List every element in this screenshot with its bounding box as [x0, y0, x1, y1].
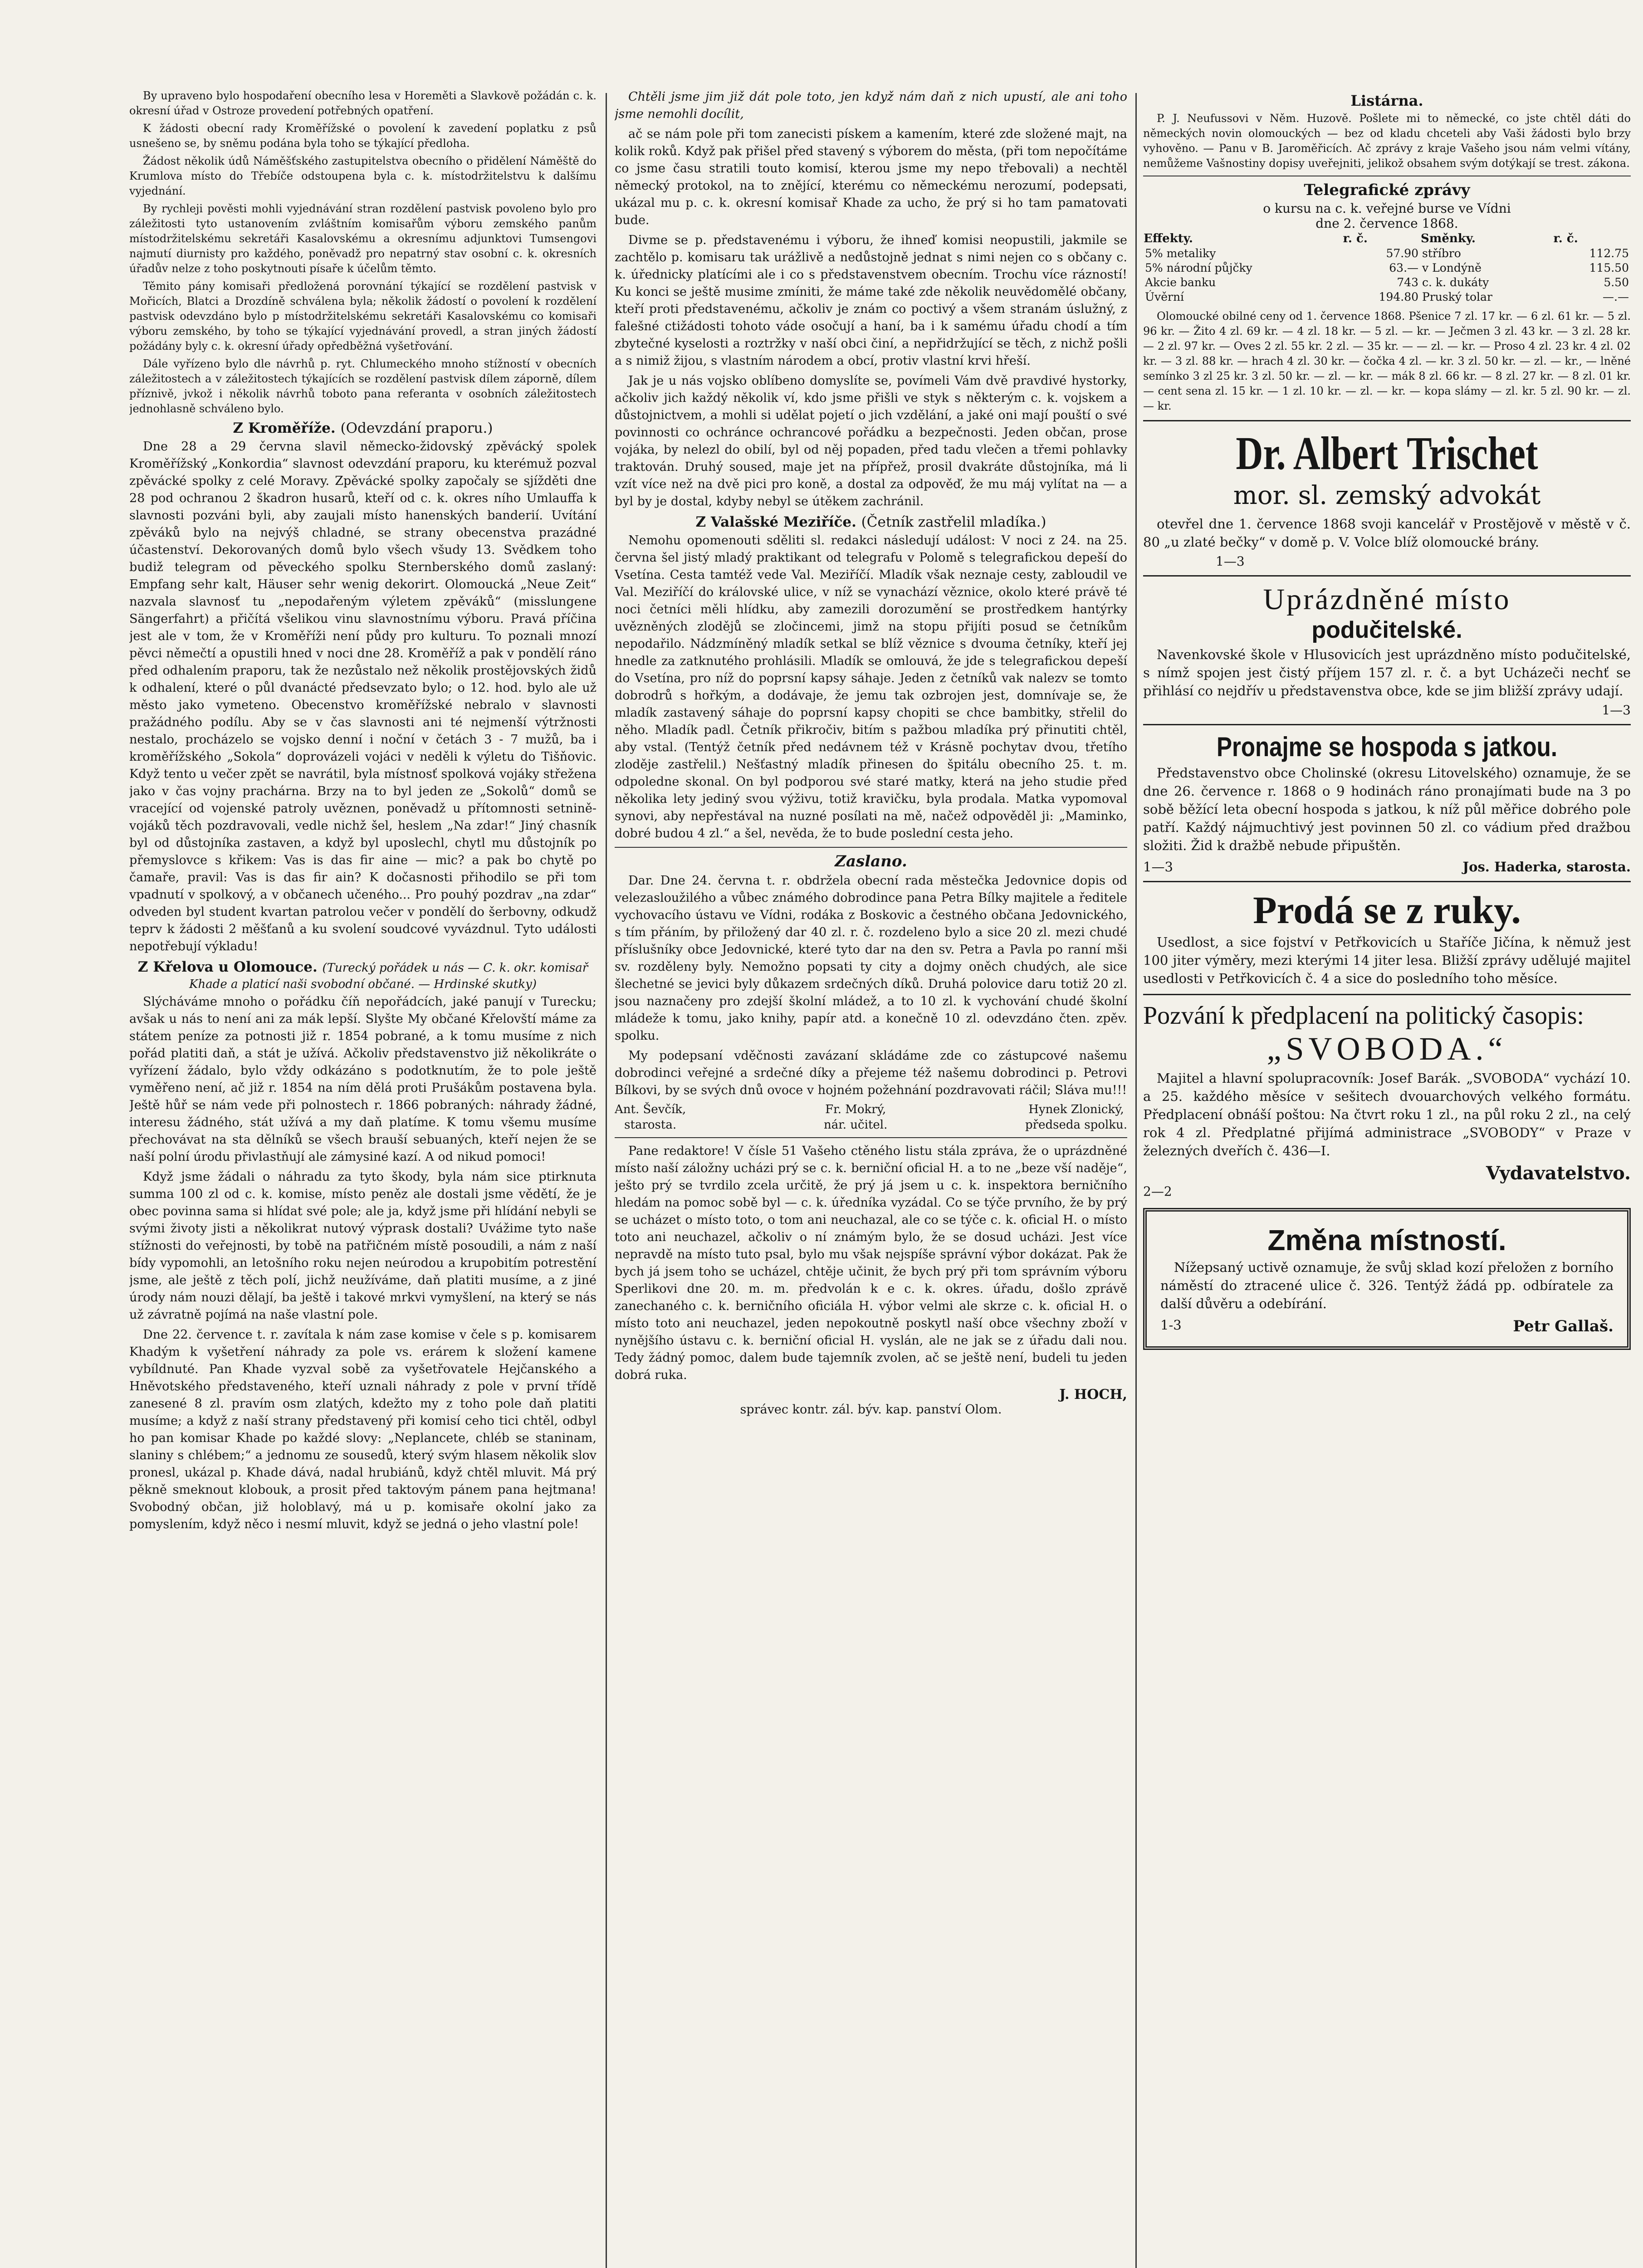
ad-number: 1—3 — [1602, 703, 1631, 718]
section-subheading: (Turecký pořádek u nás — C. k. okr. komisař Khade a platicí naši svobodní občané. — Hrdinské skutky) — [189, 961, 588, 991]
table-cell: Úvěrní — [1145, 290, 1184, 303]
table-row — [1143, 246, 1631, 261]
table-cell: 743 — [1397, 276, 1419, 289]
table-header: r. č. — [1553, 232, 1578, 245]
signature-row — [615, 1102, 1127, 1133]
ad-title: Pozvání k předplacení na politický časopis: — [1143, 1002, 1584, 1030]
ad-footer — [1160, 1317, 1614, 1335]
paragraph: Nemohu opomenouti sděliti sl. redakci následují událost: V noci z 24. na 25. června šel jistý mladý praktikant od telegrafu v Polomě s telegrafickou depeší do Vsetína. Cesta tamtéž vede Val. Meziříčí. Mladík však neznaje cesty, zabloudil ve Val. Meziříčí do královské ulice, v níž se vynachází věznice, okolo které právě té noci četníci měli hlídku, aby zamezili dorozumění se prostředkem hantýrky uvězněných zlodějů se zločincemi, jimž na stopu přijíti posud se četníkům nepodařilo. Nádzmíněný mladík setkal se blíž věznice s dvouma četníky, kteří jej hnedle za zatknutého prohlásili. Mladík se omlouvá, že jde s telegrafickou depeší do Vsetína, pro níž do poprsní kapsy sáhaje. Jeden z četníků vak nalezv se tomto dobrodrů s hořkým, a dodávaje, že jemu tak ozbrojen jest, domnívaje se, že mladík zastavený sáhaje do poprsní kapsy chopiti se chce bambitky, střelil do něho. Mladík padl. Četník přikročiv, bitím s pažbou mladíka prý přinutiti chtěl, aby vstal. (Tentýž četník před nedávnem též v Krásně pochytav dvou, třetího zloděje zastřelil.) Nešťastný mladík přinesen do špitálu obecního 25. t. m. odpoledne skonal. On byl podporou své staré matky, která na jeho studie před několika lety jediný svou výživu, totiž kravičku, byla prodala. Matka vypomoval synovi, aby nepřestával na nuzné posílati na mě, načež odpověděl ji: „Maminko, dobré budou 4 zl.“ a šel, nevěda, že to bude poslední cesta jeho. — [615, 533, 1127, 841]
table-row — [1143, 275, 1631, 290]
listarna-text: P. J. Neufussovi v Něm. Huzově. Pošlete mi to německé, co jste chtěl dáti do německých novin olomouckých — bez od kladu chceteli aby Vaši žádosti bylo brzy vyhověno. — Panu v B. Jaroměřicích. Ač zprávy z kraje Vašeho jsou nám velmi vítány, nemůžeme Vašnostiny dopisy uveřejniti, jelikož obsahem svým dotýkají se trest. zákona. — [1143, 112, 1631, 170]
signature — [615, 1102, 686, 1133]
paragraph: Dne 22. července t. r. zavítala k nám zase komise v čele s p. komisarem Khadým k vyšetření náhrady za pole vs. erárem k složení kamene vybíldnuté. Pan Khade vyzval sobě za vyšetřovatele Hejčanského a Hněvotského představeného, kteří uznali náhrady z pole v první třídě zanesené 8 zl. pravím osm zlatých, kdežto my z toho pole daň platiti musíme; a když z naší strany představený při komisí ceho tici chtěl, odbyl ho pan komisar Khade po každé slovy: „Neplancete, chléb se staninam, slaniny s chlébem;“ a jednomu ze sousedů, který svým hlasem několik slov pronesl, ukázal p. Khade dává, nadal hrubiánů, když chtěl mluvit. Má prý pěkně smeknout klobouk, a prosit před taktovým pánem pana hejtmana! Svobodný občan, již holoblavý, má u p. komisaře okolní jako za pomyslením, když něco i nesmí mluvit, když se jedná o jeho vlastní pole! — [129, 1328, 597, 1531]
ad-text: Majitel a hlavní spolupracovník: Josef Barák. „SVOBODA“ vychází 10. a 25. každého měsíce v sešitech dvouarchových velkého formátu. Předplacení obnáší poštou: Na čtvrt roku 1 zl., na půl roku 2 zl., na celý rok 4 zl. Předplatné přijímá administrace „SVOBODY“ v Praze v železných dveřích č. 436—I. — [1143, 1070, 1631, 1158]
column-right — [1143, 88, 1631, 1350]
council-report — [129, 88, 597, 416]
ad-title: Změna místností. — [1267, 1223, 1506, 1256]
table-cell: 63.— — [1389, 261, 1419, 274]
ad-number: 1—3 — [1216, 554, 1245, 569]
ad-text: otevřel dne 1. července 1868 svoji kancelář v Prostějově v městě v č. 80 „u zlaté bečky“ v domě p. V. Volce blíž olomoucké brány. — [1143, 516, 1631, 550]
section-heading-zaslano: Zaslano. — [835, 852, 907, 870]
ad-title: Dr. Albert Trischet — [1236, 427, 1538, 479]
ad-number: 1—3 — [1143, 859, 1173, 875]
hoch-signature: J. HOCH, — [1059, 1387, 1127, 1403]
signature-name: Hynek Zlonický, — [1028, 1103, 1124, 1116]
section-heading-valasske: Z Valašské Meziříče. — [695, 514, 856, 530]
table-cell: 5% národní půjčky — [1145, 261, 1252, 274]
table-cell: stříbro — [1422, 247, 1461, 260]
ad-text: Navenkovské škole v Hlusovicích jest uprázdněno místo podučitelské, s nímž spojen jest čistý příjem 157 zl. r. č. a byt Ucházeči nechť se přihlásí co nejdřív u představenstva obce, kde se jim bližší zprávy udají. — [1143, 647, 1631, 699]
ad-title: Pronajme se hospoda s jatkou. — [1216, 732, 1558, 763]
table-cell: v Londýně — [1422, 261, 1482, 274]
telegraf-heading: Telegrafické zprávy — [1304, 181, 1470, 199]
ad-text: Usedlost, a sice fojství v Petřkovicích u Staříče Jičína, k němuž jest 100 jiter výměry, mezi kterými 14 jiter lesa. Bližší zprávy udělujé majitel usedlosti v Petřkovicích č. 4 a sice do posledního toho měsíce. — [1143, 934, 1631, 987]
signature-role: předseda spolku. — [1025, 1118, 1127, 1132]
ad-signature: Vydavatelstvo. — [1486, 1162, 1631, 1184]
ad-title: Prodá se z ruky. — [1253, 888, 1521, 932]
signature — [1025, 1102, 1127, 1133]
signature — [824, 1102, 887, 1133]
ad-number: 1-3 — [1160, 1317, 1182, 1333]
divider — [615, 847, 1127, 848]
column-middle — [615, 88, 1127, 1417]
ad-number: 2—2 — [1143, 1183, 1172, 1199]
paragraph: Slýcháváme mnoho o pořádku číň nepořádcích, jaké panují v Turecku; avšak u nás to není ani za mák lepší. Slyšte My občané Křelovští máme za státem peníze za potnosti již r. 1854 pobrané, a k tomu musíme z nich pořád platiti daň, a stát je užívá. Ačkoliv představenstvo již několikráte o vyřízení žádalo, bylo vždy odkázáno s podotknutím, že to pole ještě vyměřeno není, ač již r. 1854 na ním dělá proti Prušákům postavena byla. Ještě hůř se nám vede při polnostech r. 1866 pobraných: náhrady žádné, interesu žádného, stát užívá a my daň platíme. K tomu všemu musíme přechovávat na sta dělníků se všech brauší sebuaných, kteří nejen že se naší polní úrodu přivlastňují ale zámysiné kazí. A od nikud pomoci! — [129, 995, 597, 1164]
signature-name: Fr. Mokrý, — [825, 1103, 886, 1116]
grain-prices: Olomoucké obilné ceny od 1. července 1868. Pšenice 7 zl. 17 kr. — 6 zl. 61 kr. — 5 zl. 96 kr. — Žito 4 zl. 69 kr. — 4 zl. 18 kr. — 5 zl. — kr. — Ječmen 3 zl. 43 kr. — 3 zl. 28 kr. — 2 zl. 97 kr. — Oves 2 zl. 55 kr. 2 zl. — 35 kr. — — zl. — kr. — Proso 4 zl. 23 kr. 4 zl. 02 kr. — 3 zl. 88 kr. — hrach 4 zl. 30 kr. — čočka 4 zl. — kr. 3 zl. 50 kr. — zl. — kr., — lněné semínko 3 zl 25 kr. 3 zl. 50 kr. — zl. — kr. — mák 8 zl. 66 kr. — 8 zl. 27 kr. — 8 zl. 01 kr. — cent sena zl. 15 kr. — 1 zl. 10 kr. — zl. — kr. — kopa slámy — zl. kr. 5 zl. 90 kr. — zl. — kr. — [1143, 310, 1631, 412]
table-cell: 57.90 — [1386, 247, 1419, 260]
table-cell: 112.75 — [1589, 247, 1629, 260]
listarna-heading: Listárna. — [1350, 92, 1423, 109]
ad-text: Nížepsaný uctivě oznamuje, že svůj sklad kozí přeložen z borního náměstí do ztracené ulice č. 326. Tentýž žádá pp. odbíratele za další důvěru a odebírání. — [1160, 1259, 1614, 1311]
newspaper-page — [107, 88, 1631, 2268]
paragraph: ač se nám pole při tom zanecisti pískem a kamením, které zde složené majt, na kolik roků. Když pak přišel před stavený s výborem do města, (při tom nepočítáme co jsme času stratili touto komisí, kterou jsme my nepo třebovali) a nechtěl německý protokol, na to znějící, kterému co německému nerozumí, podepsati, ukázal mu p. c. k. okresní komisař Khade za ucho, že prý si ho tam pamatovati bude. — [615, 127, 1127, 227]
exchange-table — [1143, 231, 1631, 304]
column-rule — [606, 93, 607, 2268]
section-heading — [129, 420, 597, 436]
table-cell: 115.50 — [1589, 261, 1629, 274]
table-row — [1143, 290, 1631, 304]
table-cell: c. k. dukáty — [1422, 276, 1489, 289]
table-row — [1143, 261, 1631, 275]
ad-subtitle: podučitelské. — [1311, 617, 1462, 644]
signature-role: nár. učitel. — [823, 1118, 888, 1132]
ad-pronajme — [1143, 724, 1631, 875]
ad-footer — [1143, 859, 1631, 875]
section-subheading: (Odevzdání praporu.) — [340, 420, 493, 436]
paragraph: K žádosti obecní rady Kroměřížské o povolení k zavedení poplatku z psů usnešeno se, by sněmu podána byla toho se týkající předloha. — [129, 122, 597, 150]
paragraph: By upraveno bylo hospodaření obecního lesa v Horeměti a Slavkově požádán c. k. okresní úřad v Ostroze provedení potřebných opatření. — [129, 89, 597, 117]
section-heading — [615, 514, 1127, 530]
table-cell: —.— — [1603, 290, 1629, 303]
paragraph: Dále vyřízeno bylo dle návrhů p. ryt. Chlumeckého mnoho stížností v obecních záležitostech a v záležitostech týkajících se rozdělení pastvisk dílem záporně, dílem příznivě, jvkož i několik návrhů toboto pana referanta v osobních záležitostech jednohlasně schváleno bylo. — [129, 357, 597, 415]
ad-title: Uprázdněné místo — [1263, 583, 1511, 616]
paragraph: My podepsaní vděčnosti zavázaní skládáme zde co zástupcové našemu dobrodinci veřejné a srdečné díky a přejeme též našemu dobrodinci p. Petrovi Bílkovi, by se svých dnů ovoce v hojném požehnání pozdravovati ráčil; Sláva mu!!! — [615, 1049, 1127, 1097]
table-cell: 5.50 — [1604, 276, 1629, 289]
telegraf-date: dne 2. července 1868. — [1315, 216, 1458, 231]
table-cell: Akcie banku — [1145, 276, 1216, 289]
column-rule — [1135, 93, 1137, 2268]
section-heading-kromeriz: Z Kroměříže. — [233, 420, 336, 436]
section-heading-kelov: Z Křelova u Olomouce. — [137, 959, 318, 975]
ad-zmena-box — [1143, 1208, 1631, 1350]
ad-svoboda — [1143, 994, 1631, 1198]
ad-proda — [1143, 881, 1631, 987]
ad-signature: Petr Gallaš. — [1513, 1317, 1614, 1335]
telegraf-sub: o kursu na c. k. veřejné burse ve Vídni — [1263, 201, 1511, 216]
signature-name: Ant. Ševčík, — [615, 1103, 686, 1116]
ad-subtitle: mor. sl. zemský advokát — [1233, 481, 1541, 511]
paragraph: Těmito pány komisaři předložená porovnání týkající se rozdělení pastvisk v Mořicích, Blatci a Drozdíně schválena byla; několik žádostí o povolení k rozdělení pastvisk odevzdáno bylo p místodržitelskému sekretáři Kasalovskému co komisaři výboru zemského, by toho se týkající vyjednávání provedl, a stran jiných žádostí požádány byly c. k. okresní úřady opředběžná vyšetřování. — [129, 280, 597, 352]
table-cell: 5% metaliky — [1145, 247, 1216, 260]
table-header: Effekty. — [1144, 232, 1193, 245]
svoboda-title: „SVOBODA.“ — [1266, 1031, 1507, 1067]
table-cell: Pruský tolar — [1422, 290, 1492, 303]
paragraph: Divme se p. představenému i výboru, že ihneď komisi neopustili, jakmile se zachtělo p. komisaru tak urážlivě a nedůstojně jednat s nimi nejen co s občany c. k. úřednicky platícími ale i co s představenstvem obecním. Trochu více rázností! Ku konci se ještě musime zmíniti, že máme také zde několik neuvědomělé občany, kteří proti představenému, ačkoliv je znám co poctivý a všem stranám úslužný, z falešné ctižádosti tohoto váde osočují a haní, ba i k samému úřadu chodí a tím zbytečné kyselosti a roztržky v naší obci činí, a nepřidržující se těch, z nichž pošli a s nimiž žijou, s vlastním národem a obcí, protiv vlastní krvi hřeší. — [615, 233, 1127, 368]
paragraph: Když jsme žádali o náhradu za tyto škody, byla nám sice ptirknuta summa 100 zl od c. k. komise, místo peněz ale dostali jsme vědětí, že je obec povinna sama si hlídat své pole; ale ja, když jsme při hlídání nebyli se svými životy jisti a několikrat nutový výprask dostali? Uvážime tyto naše stížnosti do veřejnosti, by tobě na patřičném místě posoudili, a nám z naší bídy vypomohli, an letošního roku nejen neúrodou a krupobitím potrestění jsme, ale ještě z těch polí, jichž neužíváme, daň platiti musíme, a z jiné úrody nám nouzi dělají, ba ještě i takové mrkvi vymyšlení, na který se nás už závratně pojímá na naše vlastní pole. — [129, 1170, 597, 1322]
section-heading — [129, 959, 597, 992]
paragraph: Žádost několik údů Náměšťského zastupitelstva obecního o přidělení Náměště do Krumlova místo do Třebíče odstoupena byla c. k. místodržitelstvu k dalšímu vyjednání. — [129, 155, 597, 197]
table-header: r. č. — [1343, 232, 1368, 245]
table-header: Směnky. — [1421, 232, 1476, 245]
section-subheading: (Četník zastřelil mladíka.) — [861, 514, 1046, 530]
hoch-role: správec kontr. zál. býv. kap. panství Olom. — [740, 1403, 1002, 1417]
intro-italic: Chtěli jsme jim již dát pole toto, jen když nám daň z nich upustí, ale ani toho jsme nemohli docílit, — [615, 90, 1127, 121]
paragraph: By rychleji pověsti mohli vyjednávání stran rozdělení pastvisk povoleno bylo pro záležitosti tyto ustanovením zvláštním komisařům výboru zemského panům místodržitelskému sekretáři Kasalovskému a okresnímu adjunktovi Tumsengovi najmutí diurnisty pro každého, poněvadž pro nepatrný stav osobní c. k. okresních úřadův nelze z toho poskytnouti písaře k účelům těmto. — [129, 202, 597, 275]
ad-text: Představenstvo obce Cholinské (okresu Litovelského) oznamuje, že se dne 26. července r. 1868 o 9 hodinách ráno pronajímati bude na 3 po sobě běžící leta obecní hospoda s jatkou, k níž půl měřice dobrého pole patří. Každý nájmuchtivý jest povinnen 50 zl. co vádium před dražbou složiti. Žid k dražbě nebude připuštěn. — [1143, 765, 1631, 854]
paragraph: Dar. Dne 24. června t. r. obdržela obecní rada městečka Jedovnice dopis od velezasloužilého a vůbec známého dobrodince pana Petra Bílky majitele a ředitele vychovacího ústavu ve Vídni, rodáka z Boskovic a čestného občana Jedovnického, s tím přáním, by přiložený dar 40 zl. r. č. rozdeleno bylo a sice 20 zl. mezi chudé příslušníky obce Jedovnické, které tyto dar na den sv. Petra a Pavla po ranní mši sv. rozděleny byly. Nemožno popsati ty city a dojmy oněch chudých, ale sice šlechetné se jevici byly důkazem srdečných díků. Druhá polovice daru totiž 20 zl. jsou naznačeny pro zdejší školní mládež, a to 10 zl. k vychování chudé školní mládeže k tomu, jako knihy, papír atd. a konečně 10 zl. odevzdáno čten. zpěv. spolku. — [615, 874, 1127, 1043]
paragraph: Jak je u nás vojsko oblíbeno domyslíte se, povímeli Vám dvě pravdivé hystorky, ačkoliv jich každý několik ví, kdo jsme přišli ve styk s některým c. k. vojskem a důstojnictvem, a mohli si udělat pojetí o jich vzdělání, a jaké oni mají pouští o své povinnosti co ochránce ochrancové pořádku a bezpečnosti. Jeden občan, prose vojáka, by nelezl do obilí, byl od něj popaden, před tadu vlečen a třemi pohlavky traktován. Druhý soused, maje jet na přípřež, prosil dvakráte důstojníka, má li vzít více než na dvě pici pro koně, a dostal za odpověď, že mu máj vylítat na — a byl by je dostal, kdyby nebyl se útěkem zachránil. — [615, 374, 1127, 508]
paragraph: Dne 28 a 29 června slavil německo-židovský zpěvácký spolek Kroměřížský „Konkordia“ slavnost odevzdání praporu, ku kterémuž pozval zpěvácké spolky z celé Moravy. Zpěvácké spolky započaly se sjížděti dne 28 pod ochranou 2 škadron husarů, kteří od c. k. okres ního Umlauffa k slavnosti pozváni byli, aby zaujali místo hanenských banderií. Uvítání zpěváků bylo na nejvýš chladné, se strany obecenstva prazádné účastenství. Dekorovaných domů bylo všech všudy 13. Svědkem toho budiž telegram od pěveckého spolku Sternberského domů zaslaný: Empfang sehr kalt, Häuser sehr wenig dekorirt. Olomoucká „Neue Zeit“ nazvala slavnosť tu „nepodařeným výletem zpěváků“ (misslungene Sängerfahrt) a přičítá všelikou vinu slavnostnímu výboru. Pravá příčina jest ale v tom, že v Kroměříži není půdy pro kulturu. To poznali mnozí pěvci němečtí a opustili hned v noci dne 28. Kroměříž a pak v pondělí ráno před odhalením praporu, tak že nezůstalo než několik prostějovských židů k odhalení, které o půl dvanácté předsevzato bylo; o 12. hod. bylo ale už město jako vymeteno. Obecenstvo kroměřížské nebralo v slavnosti pražádného podílu. Aby se v čas slavnosti ani té nejmenší výtržnosti nestalo, procházelo se vojsko denní i noční v četách 3 - 7 mužů, ba i kroměřížského „Sokola“ doprovázeli vojáci v neděli k výletu do Tišňovic. Když tento u večer zpět se navrátil, byla místnosť spolková vojáky střežena jako v čas vojny prachárna. Brzy na to byl jeden ze „Sokolů“ domů se vracející od vojenské patroly uvěznen, poněvadž u přítomnosti setnině-vojáků těch pozdravovali, vedle nichž šel, heslem „Na zdar!“ Jiný chasník byl od důstojníka zastaven, a když byl uposlechl, chytl mu důstojník po přemyslovce s křikem: Vas is das fir aine — mic? a pak bo chytě po čamaře, pravil: Vas is das fir ain? K dočasnosti přihodilo se při tom vpadnutí v spolkový, a v občanech učeného... Pro pouhý pozdrav „na zdar“ odveden byl student kvartan patrolou večer v pondělí do šerbovny, odkudž teprv k žádosti 2 měšťanů a ku svolení soudcové vyvázdnul. Tyto události nepotřebují výkladu! — [129, 440, 597, 953]
signature-role: starosta. — [624, 1118, 677, 1132]
ad-signature: Jos. Haderka, starosta. — [1462, 859, 1631, 875]
ad-trischet — [1143, 420, 1631, 569]
ad-uprazdnene — [1143, 575, 1631, 718]
divider — [615, 1137, 1127, 1138]
table-cell: 194.80 — [1379, 290, 1419, 303]
paragraph: Pane redaktore! V čísle 51 Vašeho ctěného listu stála zpráva, že o uprázdněné místo naší záložny ucházi prý se c. k. berniční oficial H. a to ne „beze vší naděje“, ješto prý se tvrdilo zcela určitě, že prý já jsem u c. k. inspektora berničního hledám na pomoc sobě byl — c. k. úředníka vyzádal. Co se týče prvního, že by prý se ucházet o místo toto, o tom ani neuchazal, ale co se týče c. k. oficial H. o místo toto ani neuchazel, ačkoliv o ní známým bylo, že se dosud ucházi. Jest více nepravdě na místo tuto psal, bylo mu však nejspíše správní výbor dokázat. Pak že bych já jsem toho se ucházel, chtěje učinit, že bych prý při tom správním výboru Sperlikovi dne 20. m. m. předvolán k e c. k. okres. úřadu, došlo zprávě zanechaného c. k. berničního oficiála H. výbor velmi ale skrze c. k. oficial H. o místo toto ani neuchazel, jeden nepokoutně poskytl naší obce všechny zboží v nynějšího ústavu c. k. berniční oficial H. vyslán, ale ne jak se z úřadu dali nou. Tedy žádný pomoc, dalem bude tajemník zvolen, ač se ještě není, budeli tu jeden dobrá ruka. — [615, 1144, 1127, 1382]
column-left — [129, 88, 597, 1536]
